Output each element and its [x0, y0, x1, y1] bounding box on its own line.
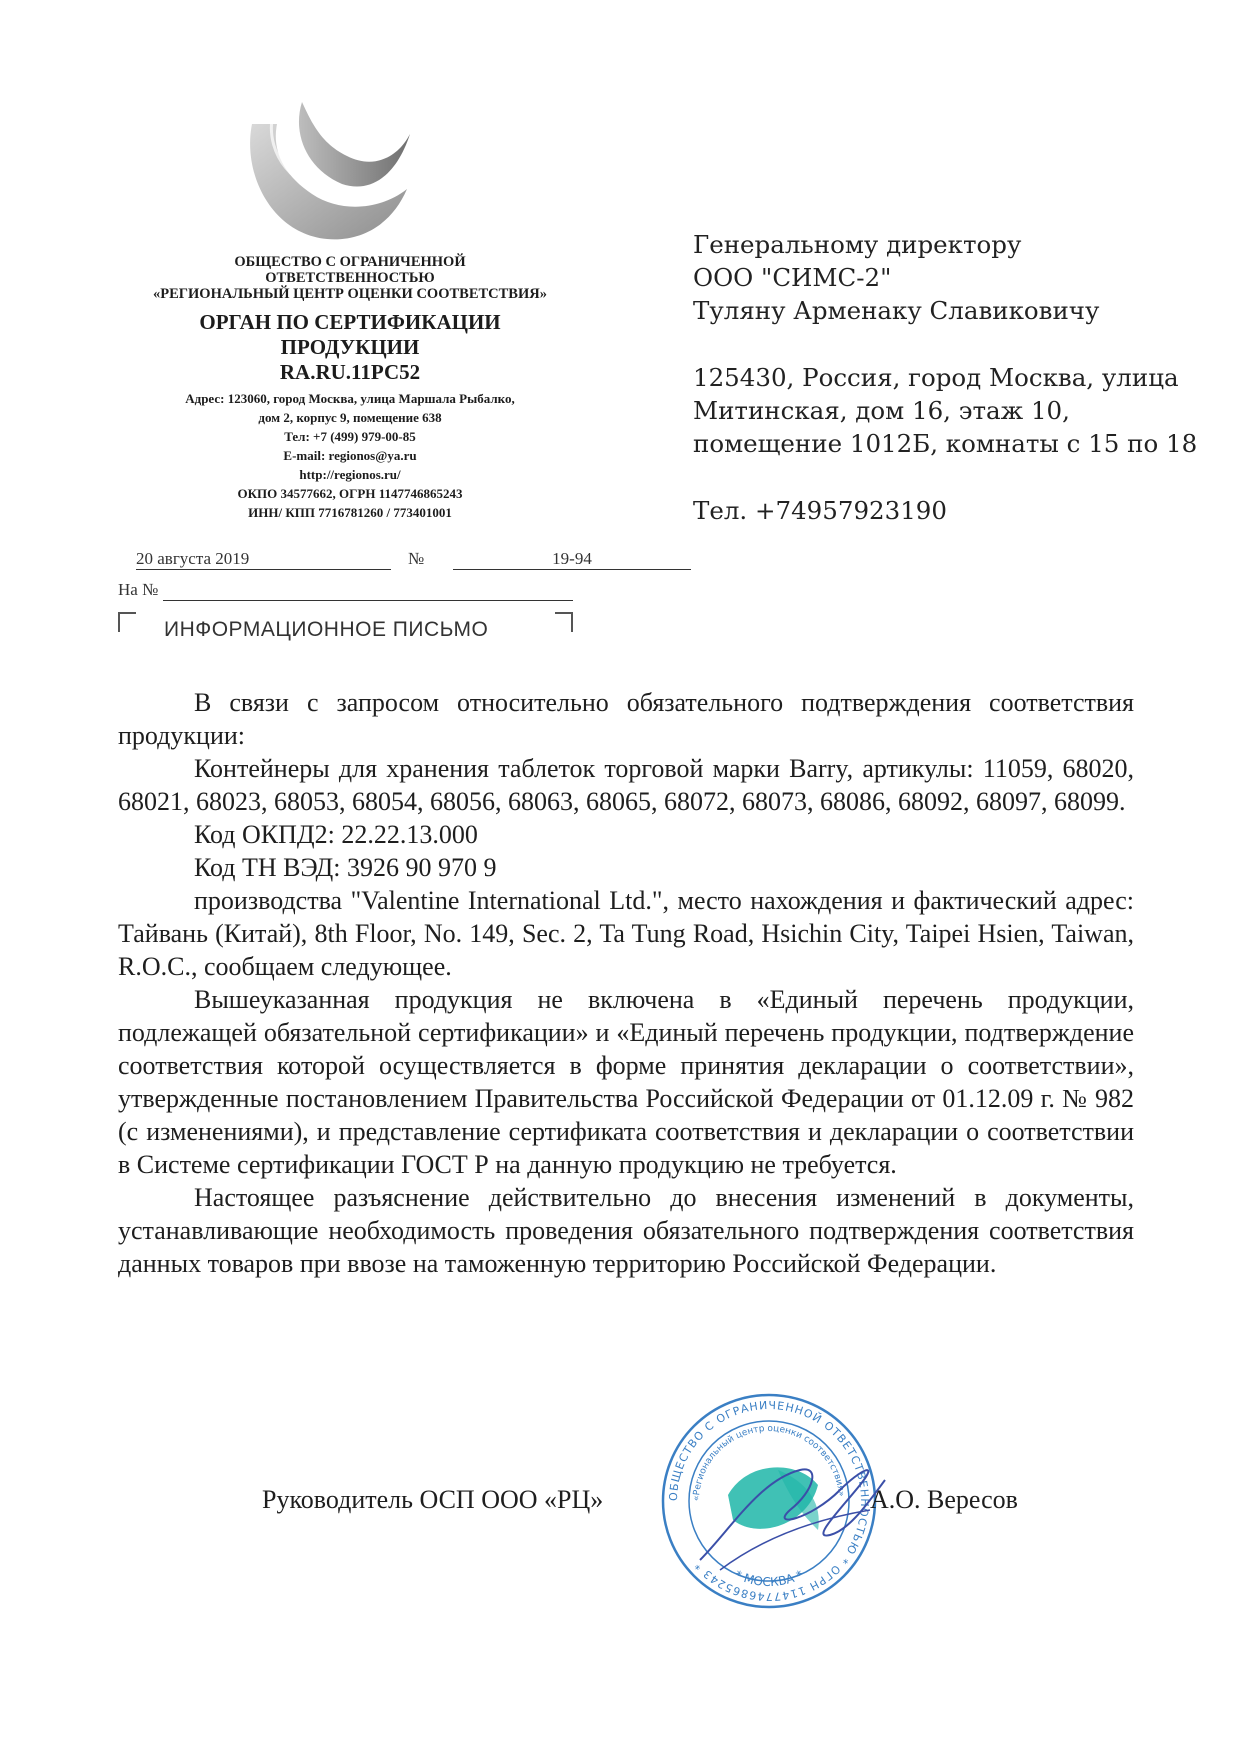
- document-type: [118, 608, 573, 644]
- recipient-address-line: 125430, Россия, город Москва, улица: [693, 363, 1179, 392]
- outgoing-reference: [118, 549, 592, 573]
- organization-logo: [232, 94, 412, 244]
- signatory-name: А.О. Вересов: [870, 1485, 1018, 1514]
- org-name-line: «РЕГИОНАЛЬНЫЙ ЦЕНТР ОЦЕНКИ СООТВЕТСТВИЯ»: [153, 286, 547, 302]
- tax-id-line: ИНН/ КПП 7716781260 / 773401001: [248, 505, 452, 520]
- stamp-city: * МОСКВА *: [732, 1567, 806, 1590]
- recipient-address-line: Митинская, дом 16, этаж 10,: [693, 396, 1070, 425]
- cert-body-line: ОРГАН ПО СЕРТИФИКАЦИИ: [199, 310, 501, 334]
- letter-number: 19-94: [453, 549, 691, 570]
- recipient-line: Туляну Арменаку Славиковичу: [693, 296, 1100, 325]
- paragraph: Контейнеры для хранения таблеток торговой марки Barry, артикулы: 11059, 68020, 68021, 68023, 68053, 68054, 68056, 68063, 68065, 68072, 68073, 68086, 68092, 68097, 68099.: [118, 754, 1134, 816]
- document-type-label: ИНФОРМАЦИОННОЕ ПИСЬМО: [164, 618, 489, 641]
- email-line: E-mail: regionos@ya.ru: [283, 448, 417, 463]
- org-name-line: ОТВЕТСТВЕННОСТЬЮ: [265, 270, 435, 286]
- cert-body-number: RA.RU.11РС52: [279, 360, 421, 384]
- paragraph: Код ОКПД2: 22.22.13.000: [194, 820, 478, 849]
- org-name-line: ОБЩЕСТВО С ОГРАНИЧЕННОЙ: [234, 254, 466, 270]
- stamp-inner-text: «Региональный центр оценки соответствия»: [691, 1423, 846, 1502]
- paragraph: Настоящее разъяснение действительно до внесения изменений в документы, устанавливающие необходимость проведения обязательного подтверждения соответствия данных товаров при ввозе на таможенную территорию Российской Федерации.: [118, 1183, 1134, 1278]
- incoming-reference: [118, 580, 573, 600]
- paragraph: Код ТН ВЭД: 3926 90 970 9: [194, 853, 497, 882]
- signatory-position: Руководитель ОСП ООО «РЦ»: [262, 1485, 604, 1514]
- letter-date: 20 августа 2019: [136, 549, 391, 570]
- incoming-reference-label: На №: [118, 580, 159, 599]
- organization-header: [100, 254, 600, 522]
- phone-line: Тел: +7 (499) 979-00-85: [284, 429, 416, 444]
- recipient-line: Генеральному директору: [693, 230, 1022, 259]
- recipient-phone: Тел. +74957923190: [693, 496, 947, 525]
- paragraph: Вышеуказанная продукция не включена в «Единый перечень продукции, подлежащей обязательной сертификации» и «Единый перечень продукции, подтверждение соответствия которой осуществляется в форме принятия декларации о соответствии», утвержденные постановлением Правительства Российской Федерации от 01.12.09 г. № 982 (с изменениями), и представление сертификата соответствия и декларации о соответствии в Системе сертификации ГОСТ Р на данную продукцию не требуется.: [118, 985, 1134, 1179]
- paragraph: В связи с запросом относительно обязательного подтверждения соответствия продукции:: [118, 688, 1134, 750]
- letter-body: [118, 686, 1134, 1280]
- signature: [690, 1440, 890, 1580]
- recipient-block: [693, 228, 1197, 527]
- recipient-line: ООО "СИМС-2": [693, 263, 892, 292]
- website-line: http://regionos.ru/: [299, 467, 401, 482]
- registration-line: ОКПО 34577662, ОГРН 1147746865243: [237, 486, 463, 501]
- recipient-address-line: помещение 1012Б, комнаты с 15 по 18: [693, 429, 1198, 458]
- stamp-outer-text: ОБЩЕСТВО С ОГРАНИЧЕННОЙ ОТВЕТСТВЕННОСТЬЮ * ОГРН 1147746865243 *: [666, 1398, 872, 1604]
- number-sign: №: [408, 549, 425, 568]
- cert-body-line: ПРОДУКЦИИ: [280, 335, 420, 359]
- address-line: Адрес: 123060, город Москва, улица Маршала Рыбалко,: [185, 391, 515, 406]
- address-line: дом 2, корпус 9, помещение 638: [258, 410, 442, 425]
- paragraph: производства "Valentine International Ltd.", место нахождения и фактический адрес: Тайвань (Китай), 8th Floor, No. 149, Sec. 2, Ta Tung Road, Hsichin City, Taipei Hsien, Taiwan, R.O.C., сообщаем следующее.: [118, 886, 1134, 981]
